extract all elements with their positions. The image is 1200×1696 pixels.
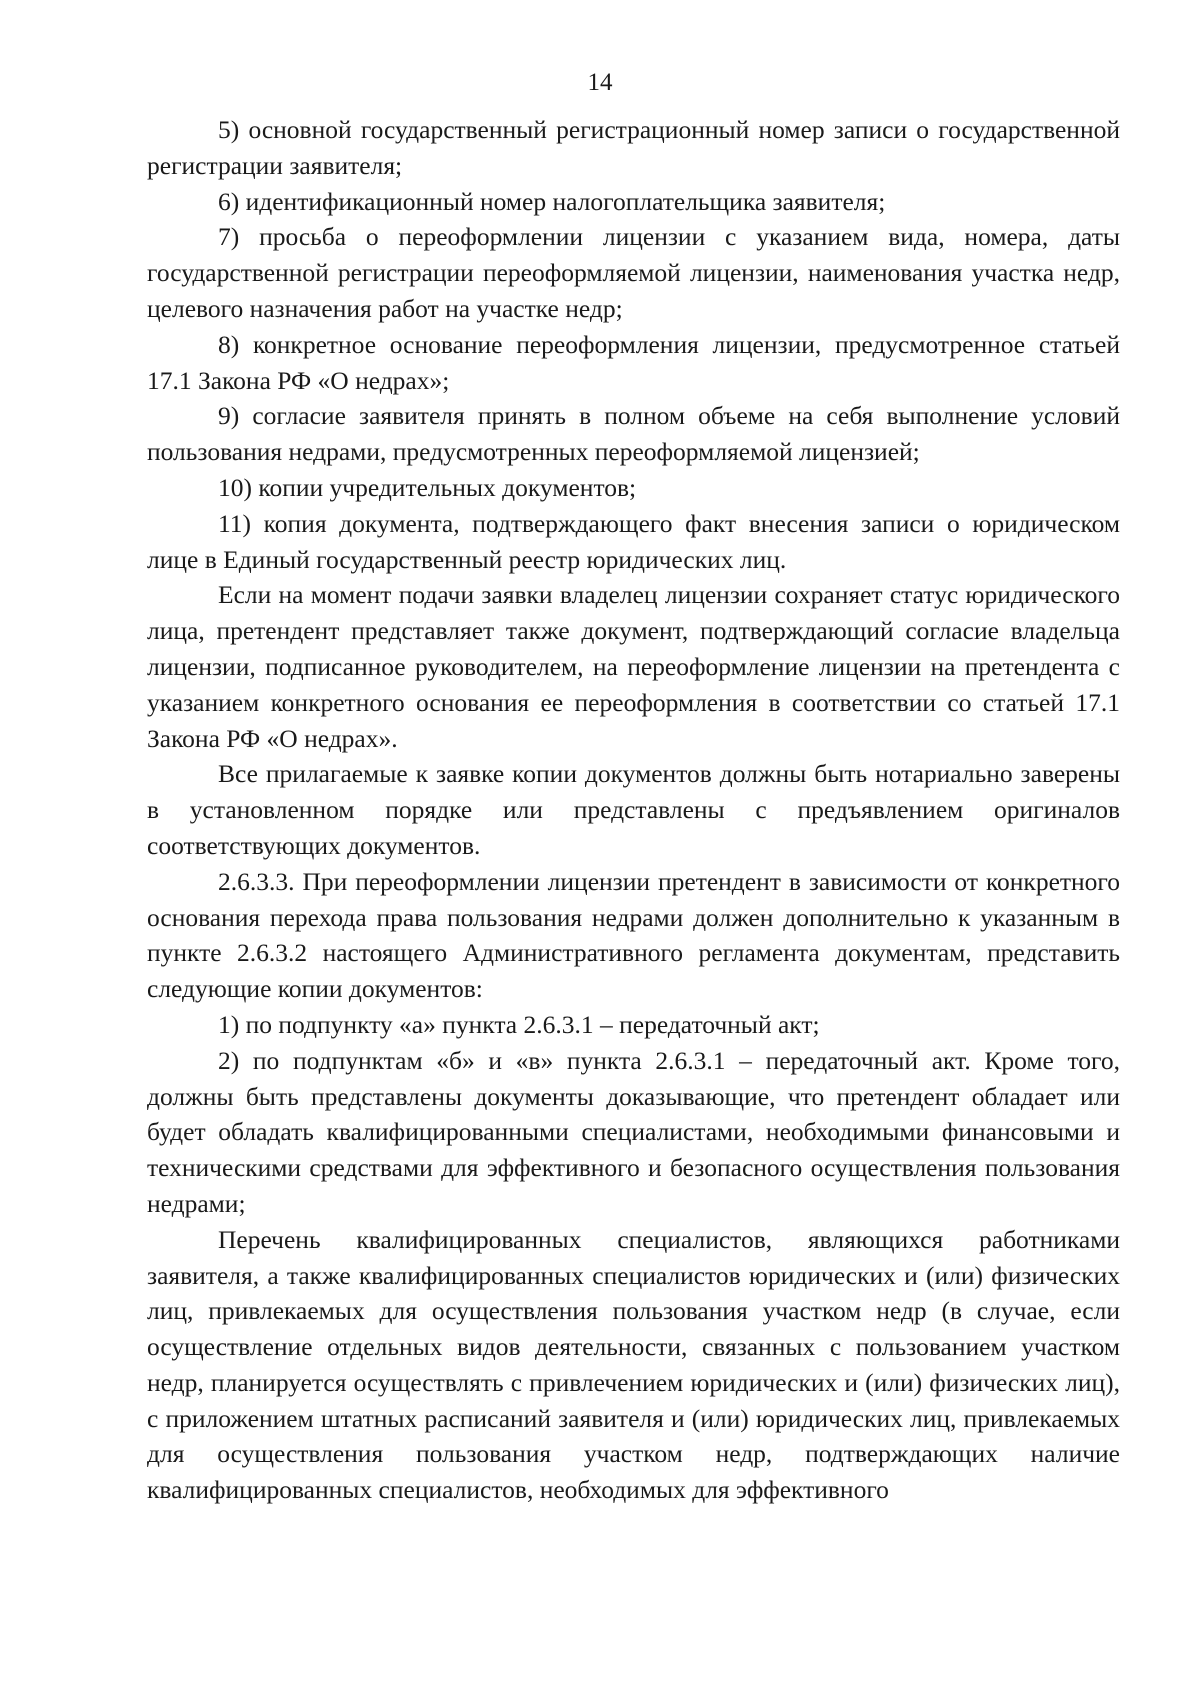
paragraph-item-6: 6) идентификационный номер налогоплательщика заявителя; <box>218 186 886 216</box>
paragraph-item-8: 8) конкретное основание переоформления лицензии, предусмотренное статьей 17.1 Закона РФ «О недрах»; <box>147 329 1120 395</box>
paragraph-subitem-2: 2) по подпунктам «б» и «в» пункта 2.6.3.1 – передаточный акт. Кроме того, должны быть представлены документы доказывающие, что претендент обладает или будет обладать квалифицированными специалистами, необходимыми финансовыми и техническими средствами для эффективного и безопасного осуществления пользования недрами; <box>147 1045 1120 1218</box>
page-number: 14 <box>587 69 613 96</box>
paragraph-item-10: 10) копии учредительных документов; <box>218 472 637 502</box>
document-body <box>147 112 1120 1508</box>
paragraph-item-5: 5) основной государственный регистрационный номер записи о государственной регистрации заявителя; <box>147 115 1120 180</box>
paragraph-item-7: 7) просьба о переоформлении лицензии с указанием вида, номера, даты государственной регистрации переоформляемой лицензии, наименования участка недр, целевого назначения работ на участке недр; <box>147 222 1120 323</box>
paragraph-license-owner-consent: Если на момент подачи заявки владелец лицензии сохраняет статус юридического лица, претендент представляет также документ, подтверждающий согласие владельца лицензии, подписанное руководителем, на переоформление лицензии на претендента с указанием конкретного основания ее переоформления в соответствии со статьей 17.1 Закона РФ «О недрах». <box>147 580 1120 753</box>
paragraph-item-11: 11) копия документа, подтверждающего факт внесения записи о юридическом лице в Единый государственный реестр юридических лиц. <box>147 508 1120 574</box>
paragraph-specialists-list: Перечень квалифицированных специалистов, являющихся работниками заявителя, а также квалифицированных специалистов юридических и (или) физических лиц, привлекаемых для осуществления пользования участком недр (в случае, если осуществление отдельных видов деятельности, связанных с пользованием участком недр, планируется осуществлять с привлечением юридических и (или) физических лиц), с приложением штатных расписаний заявителя и (или) юридических лиц, привлекаемых для осуществления пользования участком недр, подтверждающих наличие квалифицированных специалистов, необходимых для эффективного <box>147 1224 1120 1505</box>
paragraph-subitem-1: 1) по подпункту «а» пункта 2.6.3.1 – передаточный акт; <box>218 1009 820 1039</box>
paragraph-section-2-6-3-3: 2.6.3.3. При переоформлении лицензии претендент в зависимости от конкретного основания перехода права пользования недрами должен дополнительно к указанным в пункте 2.6.3.2 настоящего Административного регламента документам, представить следующие копии документов: <box>147 866 1120 1004</box>
paragraph-item-9: 9) согласие заявителя принять в полном объеме на себя выполнение условий пользования недрами, предусмотренных переоформляемой лицензией; <box>147 401 1120 467</box>
paragraph-notarized-copies: Все прилагаемые к заявке копии документов должны быть нотариально заверены в установленном порядке или представлены с предъявлением оригиналов соответствующих документов. <box>147 759 1120 860</box>
